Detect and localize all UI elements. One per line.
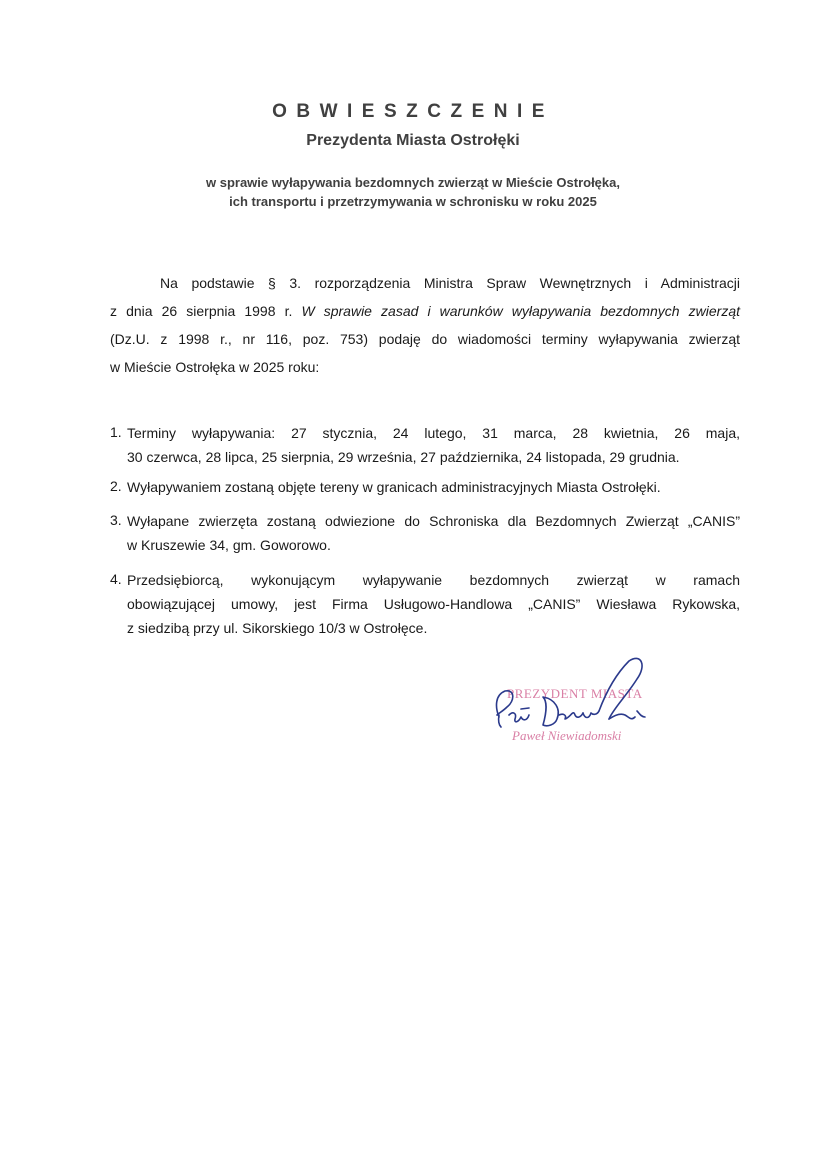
list-item-text: [127, 421, 740, 469]
handwritten-signature: [485, 655, 660, 750]
list-item-line: w Kruszewie 34, gm. Goworowo.: [127, 537, 331, 553]
list-item-number: 3.: [110, 512, 122, 528]
list-item-line: Przedsiębiorcą, wykonującym wyłapywanie bezdomnych zwierząt w ramach: [127, 572, 740, 588]
intro-paragraph: [110, 269, 740, 381]
stamp-title: PREZYDENT MIASTA: [507, 686, 643, 701]
list-item-number: 4.: [110, 571, 122, 587]
intro-line-plain: z dnia 26 sierpnia 1998 r.: [110, 303, 302, 319]
intro-line: Na podstawie § 3. rozporządzenia Ministra Spraw Wewnętrznych i Administracji: [160, 275, 740, 291]
list-item-line: obowiązującej umowy, jest Firma Usługowo-Handlowa „CANIS” Wiesława Rykowska,: [127, 596, 740, 612]
document-subject: [0, 173, 826, 211]
subject-line: w sprawie wyłapywania bezdomnych zwierząt w Mieście Ostrołęka,: [206, 175, 620, 190]
list-item-line: z siedzibą przy ul. Sikorskiego 10/3 w Ostrołęce.: [127, 620, 428, 636]
intro-line: (Dz.U. z 1998 r., nr 116, poz. 753) podaję do wiadomości terminy wyłapywania zwierząt: [110, 331, 740, 347]
signature-stamp: [485, 655, 660, 750]
intro-line: [110, 297, 740, 325]
act-title: W sprawie zasad i warunków wyłapywania bezdomnych zwierząt: [301, 303, 740, 319]
stamp-name: Paweł Niewiadomski: [512, 728, 622, 743]
list-item-line: Wyłapywaniem zostaną objęte tereny w granicach administracyjnych Miasta Ostrołęki.: [127, 479, 661, 495]
list-item-line: Terminy wyłapywania: 27 stycznia, 24 lutego, 31 marca, 28 kwietnia, 26 maja,: [127, 425, 740, 441]
list-item-text: [127, 509, 740, 557]
list-item-line: 30 czerwca, 28 lipca, 25 sierpnia, 29 września, 27 października, 24 listopada, 29 grudnia.: [127, 449, 680, 465]
document-subtitle: Prezydenta Miasta Ostrołęki: [306, 132, 520, 149]
list-item-number: 2.: [110, 478, 122, 494]
list-item-text: [127, 568, 740, 640]
list-item-line: Wyłapane zwierzęta zostaną odwiezione do Schroniska dla Bezdomnych Zwierząt „CANIS”: [127, 513, 740, 529]
document-title: OBWIESZCZENIE: [272, 101, 554, 122]
intro-line: w Mieście Ostrołęka w 2025 roku:: [110, 359, 320, 375]
list-item-text: [127, 475, 740, 499]
list-item-number: 1.: [110, 424, 122, 440]
subject-line: ich transportu i przetrzymywania w schronisku w roku 2025: [229, 194, 597, 209]
